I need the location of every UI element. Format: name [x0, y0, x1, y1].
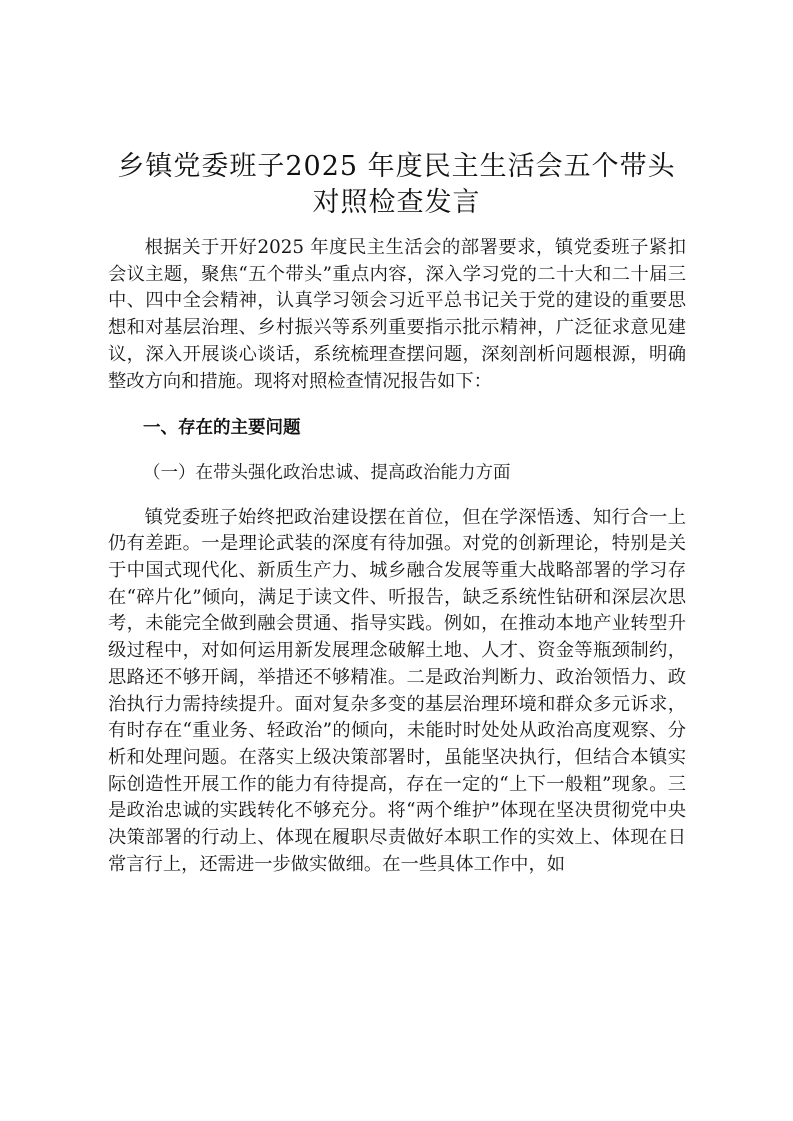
body-paragraph: 镇党委班子始终把政治建设摆在首位，但在学深悟透、知行合一上仍有差距。一是理论武装的深度有待加强。对党的创新理论，特别是关于中国式现代化、新质生产力、城乡融合发展等重大战略部署的学习存在“碎片化”倾向，满足于读文件、听报告，缺乏系统性钻研和深层次思考，未能完全做到融会贯通、指导实践。例如，在推动本地产业转型升级过程中，对如何运用新发展理念破解土地、人才、资金等瓶颈制约，思路还不够开阔，举措还不够精准。二是政治判断力、政治领悟力、政治执行力需持续提升。面对复杂多变的基层治理环境和群众多元诉求，有时存在“重业务、轻政治”的倾向，未能时时处处从政治高度观察、分析和处理问题。在落实上级决策部署时，虽能坚决执行，但结合本镇实际创造性开展工作的能力有待提高，存在一定的“上下一般粗”现象。三是政治忠诚的实践转化不够充分。将“两个维护”体现在坚决贯彻党中央决策部署的行动上、体现在履职尽责做好本职工作的实效上、体现在日常言行上，还需进一步做实做细。在一些具体工作中，如	[108, 506, 686, 875]
document-title-line-2: 对照检查发言	[312, 187, 481, 218]
document-body	[108, 235, 686, 878]
subsection-heading: （一）在带头强化政治忠诚、提高政治能力方面	[143, 462, 511, 483]
section-heading: 一、存在的主要问题	[143, 418, 301, 439]
document-title-line-1: 乡镇党委班子2025 年度民主生活会五个带头	[117, 151, 676, 182]
intro-paragraph: 根据关于开好2025 年度民主生活会的部署要求，镇党委班子紧扣会议主题，聚焦“五个带头”重点内容，深入学习党的二十大和二十届三中、四中全会精神，认真学习领会习近平总书记关于党的建设的重要思想和对基层治理、乡村振兴等系列重要指示批示精神，广泛征求意见建议，深入开展谈心谈话，系统梳理查摆问题，深刻剖析问题根源，明确整改方向和措施。现将对照检查情况报告如下：	[108, 237, 686, 392]
